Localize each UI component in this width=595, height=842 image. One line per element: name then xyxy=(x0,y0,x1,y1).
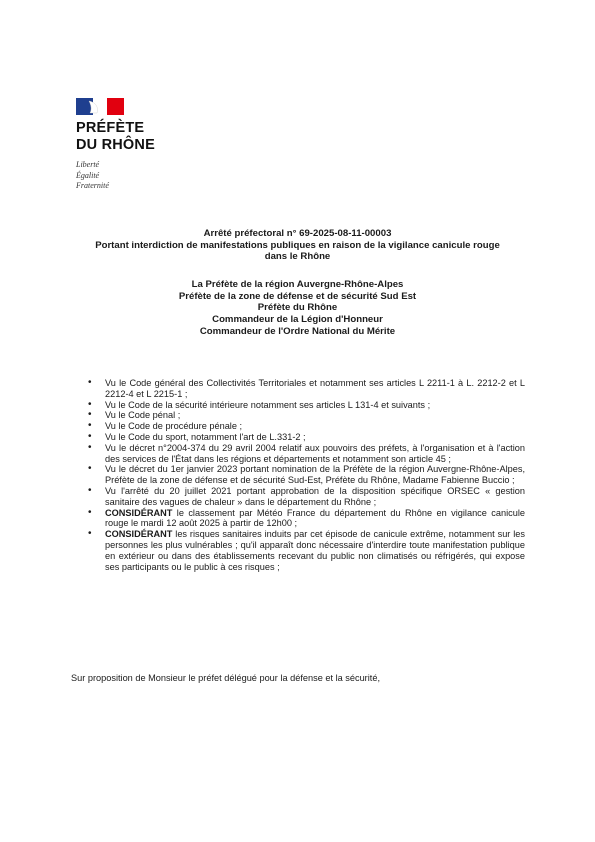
authority-line: La Préfète de la région Auvergne-Rhône-Alpes xyxy=(191,279,404,290)
list-item xyxy=(88,486,525,508)
visas-list xyxy=(88,378,525,572)
bullet-icon: • xyxy=(88,398,92,410)
authority-line: Commandeur de l'Ordre National du Mérite xyxy=(199,325,396,337)
marianne-flag-icon xyxy=(76,98,124,115)
bullet-icon: • xyxy=(88,506,92,518)
list-item xyxy=(88,410,525,421)
prefecture-logo xyxy=(76,98,206,192)
item-text: les risques sanitaires induits par cet épisode de canicule extrême, notamment sur les personnes les plus vulnérables ; qu'il apparaît donc nécessaire d'interdire toute manifestation publique en extérieur ou dans des établissements recevant du public non climatisés ou réfrigérés, qui expose ses participants ou le public à ces risques ; xyxy=(105,529,525,572)
item-text: Vu le Code de procédure pénale ; xyxy=(105,421,243,432)
list-item xyxy=(88,378,525,400)
republic-motto xyxy=(76,160,206,192)
list-item xyxy=(88,464,525,486)
list-item xyxy=(88,400,525,411)
list-item xyxy=(88,432,525,443)
list-item xyxy=(88,508,525,530)
list-item xyxy=(88,529,525,572)
list-item xyxy=(88,421,525,432)
motto-egalite: Égalité xyxy=(76,170,100,180)
decree-number: Arrêté préfectoral n° 69-2025-08-11-00003 xyxy=(203,228,392,239)
motto-fraternite: Fraternité xyxy=(76,181,109,190)
item-text: Vu le Code du sport, notamment l'art de L.331-2 ; xyxy=(105,431,306,442)
bullet-icon: • xyxy=(88,463,92,475)
item-text: Vu le décret du 1er janvier 2023 portant nomination de la Préfète de la région Auvergne-Rhône-Alpes, Préfète de la zone de défense et de sécurité Sud-Est, Préfète du Rhône, Madame Fabienne Buccio ; xyxy=(105,464,525,486)
authority-line: Commandeur de la Légion d'Honneur xyxy=(212,314,383,326)
item-text: Vu le Code pénal ; xyxy=(105,410,181,421)
prefecture-name-line-1: PRÉFÈTE xyxy=(76,120,145,136)
item-text: Vu le Code de la sécurité intérieure notamment ses articles L 131-4 et suivants ; xyxy=(105,399,431,410)
bullet-icon: • xyxy=(88,420,92,432)
authority-line: Préfète du Rhône xyxy=(257,302,338,314)
bullet-icon: • xyxy=(88,528,92,540)
item-text: Vu l'arrêté du 20 juillet 2021 portant approbation de la disposition spécifique ORSEC « gestion sanitaire des vagues de chaleur » dans le département du Rhône ; xyxy=(105,485,525,507)
bullet-icon: • xyxy=(88,484,92,496)
decree-subject-line-2: dans le Rhône xyxy=(264,251,331,262)
decree-title xyxy=(60,228,535,263)
item-text: le classement par Météo France du département du Rhône en vigilance canicule rouge le mardi 12 août 2025 à partir de 12h00 ; xyxy=(105,507,525,529)
decree-subject-line-1: Portant interdiction de manifestations publiques en raison de la vigilance canicule rouge xyxy=(95,239,500,251)
list-item xyxy=(88,443,525,465)
item-lead: CONSIDÉRANT xyxy=(105,507,173,518)
authority-line: Préfète de la zone de défense et de sécurité Sud Est xyxy=(178,290,417,302)
bullet-icon: • xyxy=(88,441,92,453)
bullet-icon: • xyxy=(88,409,92,421)
item-text: Vu le décret n°2004-374 du 29 avril 2004 relatif aux pouvoirs des préfets, à l'organisation et à l'action des services de l'État dans les régions et départements et notamment son article 45 ; xyxy=(105,442,525,464)
issuing-authority xyxy=(60,279,535,338)
item-text: Vu le Code général des Collectivités Territoriales et notamment ses articles L 2211-1 à L. 2212-2 et L 2212-4 et L 2215-1 ; xyxy=(105,378,525,399)
proposal-line: Sur proposition de Monsieur le préfet délégué pour la défense et la sécurité, xyxy=(71,673,380,683)
motto-liberte: Liberté xyxy=(76,160,100,169)
bullet-icon: • xyxy=(88,430,92,442)
bullet-icon: • xyxy=(88,377,92,388)
prefecture-name-line-2: DU RHÔNE xyxy=(76,137,155,153)
item-lead: CONSIDÉRANT xyxy=(105,529,173,540)
